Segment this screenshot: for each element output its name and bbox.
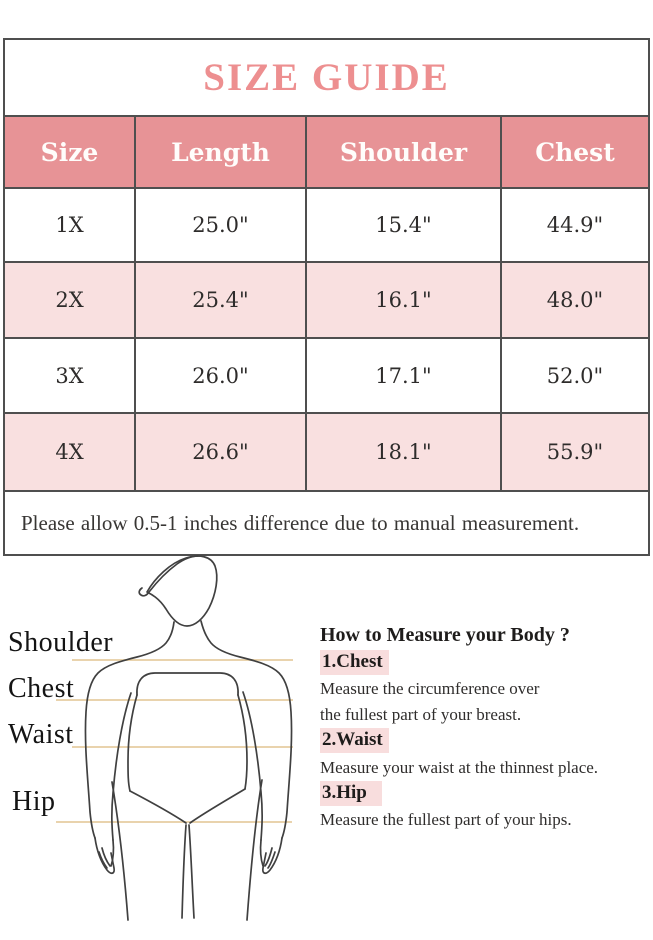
header-cell-shoulder: Shoulder bbox=[307, 117, 502, 187]
table-cell: 16.1" bbox=[307, 263, 502, 337]
header-cell-size: Size bbox=[5, 117, 136, 187]
table-cell: 26.6" bbox=[136, 414, 307, 490]
table-row-2x bbox=[5, 263, 648, 339]
table-cell: 17.1" bbox=[307, 339, 502, 412]
table-cell: 25.0" bbox=[136, 189, 307, 261]
table-cell: 3X bbox=[5, 339, 136, 412]
waist-label: Waist bbox=[8, 719, 74, 750]
header-cell-length: Length bbox=[136, 117, 307, 187]
table-cell: 1X bbox=[5, 189, 136, 261]
size-guide-title-row bbox=[5, 40, 648, 117]
body-figure-icon bbox=[40, 545, 320, 940]
measurement-note: Please allow 0.5-1 inches difference due to manual measurement. bbox=[5, 492, 648, 554]
howto-title: How to Measure your Body ? bbox=[320, 624, 570, 646]
chest-label: Chest bbox=[8, 673, 75, 704]
table-cell: 2X bbox=[5, 263, 136, 337]
howto-heading-hip: 3.Hip bbox=[320, 781, 382, 806]
table-row-3x bbox=[5, 339, 648, 414]
header-cell-chest: Chest bbox=[535, 137, 615, 167]
table-cell: 48.0" bbox=[546, 288, 604, 312]
page-title: SIZE GUIDE bbox=[203, 56, 450, 99]
howto-text-chest-line2: the fullest part of your breast. bbox=[320, 705, 522, 724]
table-cell: 4X bbox=[5, 414, 136, 490]
table-cell: 52.0" bbox=[546, 363, 604, 388]
table-cell: 44.9" bbox=[546, 213, 604, 237]
howto-heading-chest: 1.Chest bbox=[320, 650, 389, 675]
table-header-row bbox=[5, 117, 648, 189]
howto-text-waist-line1: Measure your waist at the thinnest place. bbox=[320, 758, 599, 777]
hip-label: Hip bbox=[12, 786, 56, 817]
howto-text-hip-line1: Measure the fullest part of your hips. bbox=[320, 810, 572, 829]
table-cell: 15.4" bbox=[307, 189, 502, 261]
table-cell: 18.1" bbox=[307, 414, 502, 490]
shoulder-label: Shoulder bbox=[8, 627, 114, 658]
table-cell: 26.0" bbox=[136, 339, 307, 412]
table-cell: 55.9" bbox=[546, 440, 604, 464]
size-guide-table bbox=[3, 38, 650, 556]
table-row-4x bbox=[5, 414, 648, 492]
howto-heading-waist: 2.Waist bbox=[320, 728, 389, 753]
table-row-1x bbox=[5, 189, 648, 263]
table-cell: 25.4" bbox=[136, 263, 307, 337]
howto-text-chest-line1: Measure the circumference over bbox=[320, 679, 540, 698]
